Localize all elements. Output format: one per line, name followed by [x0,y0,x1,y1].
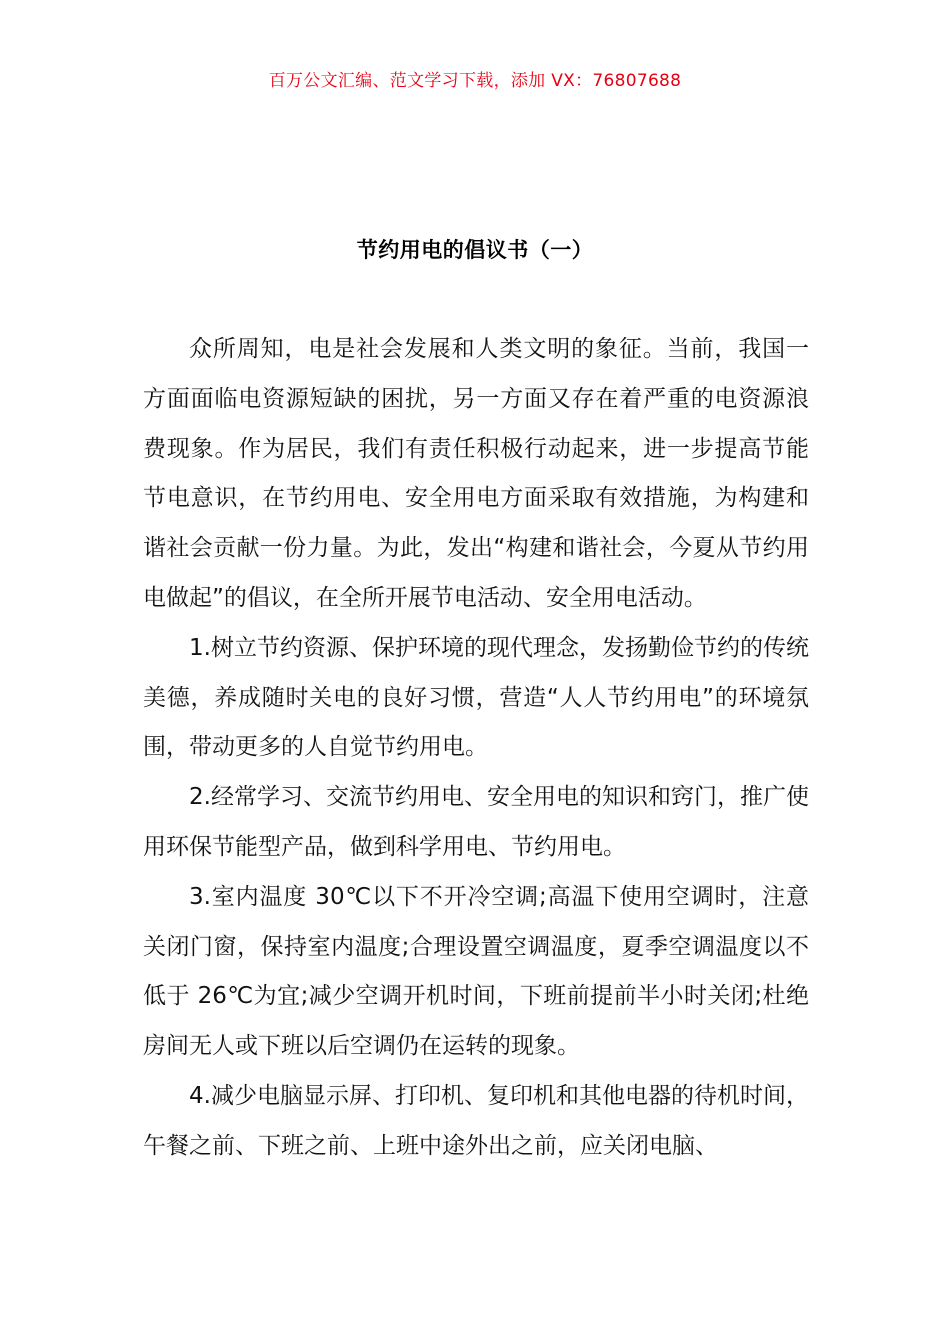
proposal-item-2: 2.经常学习、交流节约用电、安全用电的知识和窍门，推广使用环保节能型产品，做到科学用电、节约用电。 [143,784,809,860]
intro-paragraph: 众所周知，电是社会发展和人类文明的象征。当前，我国一方面面临电资源短缺的困扰，另一方面又存在着严重的电资源浪费现象。作为居民，我们有责任积极行动起来，进一步提高节能节电意识，在节约用电、安全用电方面采取有效措施，为构建和谐社会贡献一份力量。为此，发出“构建和谐社会，今夏从节约用电做起”的倡议，在全所开展节电活动、安全用电活动。 [143,336,809,611]
download-banner-header: 百万公文汇编、范文学习下载，添加 VX：76807688 [268,71,682,91]
proposal-item-3: 3.室内温度 30℃以下不开冷空调;高温下使用空调时，注意关闭门窗，保持室内温度;合理设置空调温度，夏季空调温度以不低于 26℃为宜;减少空调开机时间，下班前提前半小时关闭;杜绝房间无人或下班以后空调仍在运转的现象。 [143,883,809,1060]
proposal-item-1: 1.树立节约资源、保护环境的现代理念，发扬勤俭节约的传统美德，养成随时关电的良好习惯，营造“人人节约用电”的环境氛围，带动更多的人自觉节约用电。 [143,634,809,761]
document-body [143,325,809,1172]
proposal-item-4: 4.减少电脑显示屏、打印机、复印机和其他电器的待机时间，午餐之前、下班之前、上班中途外出之前，应关闭电脑、 [143,1082,809,1159]
document-title: 节约用电的倡议书（一） [356,238,594,262]
